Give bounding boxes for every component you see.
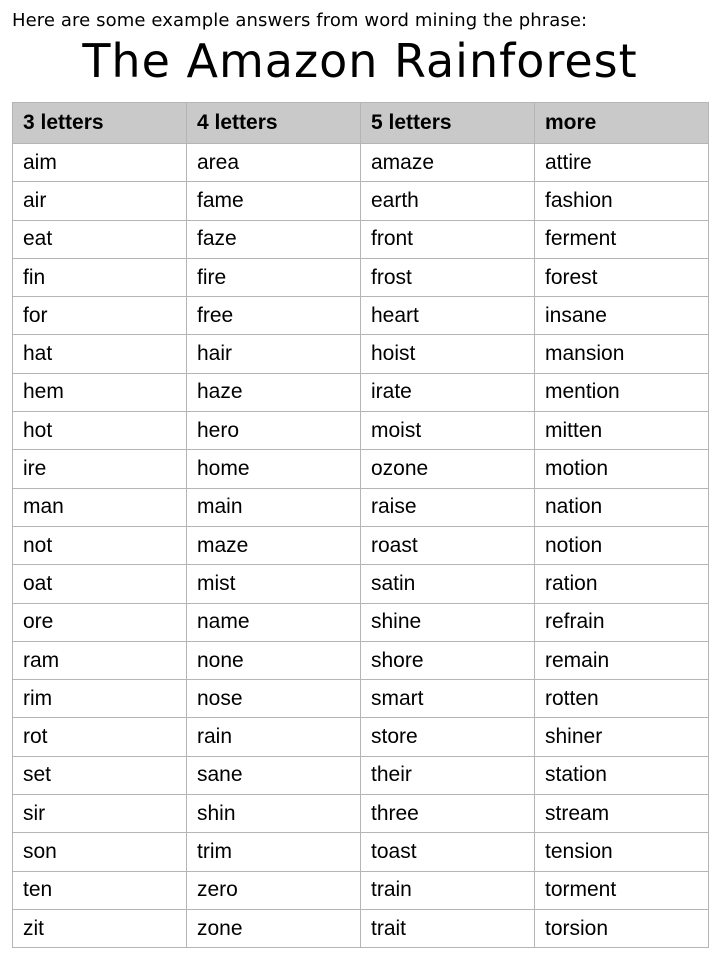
word-3-letters-cell: aim xyxy=(13,144,187,182)
word-4-letters-cell: maze xyxy=(187,526,361,564)
column-header-5-letters: 5 letters xyxy=(361,103,535,144)
word-4-letters-cell: home xyxy=(187,450,361,488)
word-3-letters-cell: hot xyxy=(13,412,187,450)
word-5-letters-cell: satin xyxy=(361,565,535,603)
word-more-cell: motion xyxy=(535,450,709,488)
word-4-letters-cell: nose xyxy=(187,680,361,718)
word-4-letters-cell: trim xyxy=(187,833,361,871)
column-header-4-letters: 4 letters xyxy=(187,103,361,144)
word-more-cell: attire xyxy=(535,144,709,182)
word-5-letters-cell: ozone xyxy=(361,450,535,488)
word-3-letters-cell: ire xyxy=(13,450,187,488)
word-more-cell: rotten xyxy=(535,680,709,718)
column-header-more: more xyxy=(535,103,709,144)
table-row xyxy=(13,680,709,718)
word-3-letters-cell: oat xyxy=(13,565,187,603)
word-3-letters-cell: zit xyxy=(13,909,187,947)
table-row xyxy=(13,756,709,794)
table-row xyxy=(13,871,709,909)
word-4-letters-cell: none xyxy=(187,641,361,679)
word-more-cell: forest xyxy=(535,258,709,296)
table-row xyxy=(13,833,709,871)
word-5-letters-cell: their xyxy=(361,756,535,794)
word-4-letters-cell: sane xyxy=(187,756,361,794)
word-more-cell: stream xyxy=(535,795,709,833)
word-5-letters-cell: trait xyxy=(361,909,535,947)
table-row xyxy=(13,565,709,603)
word-more-cell: nation xyxy=(535,488,709,526)
table-row xyxy=(13,488,709,526)
word-4-letters-cell: fame xyxy=(187,182,361,220)
table-row xyxy=(13,718,709,756)
word-4-letters-cell: faze xyxy=(187,220,361,258)
word-more-cell: mention xyxy=(535,373,709,411)
word-more-cell: tension xyxy=(535,833,709,871)
word-3-letters-cell: eat xyxy=(13,220,187,258)
word-3-letters-cell: ten xyxy=(13,871,187,909)
word-5-letters-cell: moist xyxy=(361,412,535,450)
word-more-cell: torsion xyxy=(535,909,709,947)
table-row xyxy=(13,603,709,641)
table-row xyxy=(13,144,709,182)
word-5-letters-cell: smart xyxy=(361,680,535,718)
table-row xyxy=(13,258,709,296)
word-4-letters-cell: mist xyxy=(187,565,361,603)
word-4-letters-cell: hero xyxy=(187,412,361,450)
word-5-letters-cell: hoist xyxy=(361,335,535,373)
table-row xyxy=(13,297,709,335)
word-4-letters-cell: hair xyxy=(187,335,361,373)
word-4-letters-cell: main xyxy=(187,488,361,526)
table-header-row xyxy=(13,103,709,144)
table-row xyxy=(13,335,709,373)
table-row xyxy=(13,526,709,564)
word-3-letters-cell: air xyxy=(13,182,187,220)
table-row xyxy=(13,373,709,411)
word-more-cell: mitten xyxy=(535,412,709,450)
word-5-letters-cell: frost xyxy=(361,258,535,296)
table-row xyxy=(13,412,709,450)
word-3-letters-cell: rot xyxy=(13,718,187,756)
table-row xyxy=(13,450,709,488)
word-4-letters-cell: free xyxy=(187,297,361,335)
word-3-letters-cell: sir xyxy=(13,795,187,833)
word-table xyxy=(12,102,709,948)
page-title: The Amazon Rainforest xyxy=(82,34,638,88)
word-more-cell: torment xyxy=(535,871,709,909)
word-4-letters-cell: area xyxy=(187,144,361,182)
table-row xyxy=(13,182,709,220)
word-5-letters-cell: toast xyxy=(361,833,535,871)
intro-text: Here are some example answers from word mining the phrase: xyxy=(12,10,588,31)
word-more-cell: insane xyxy=(535,297,709,335)
word-4-letters-cell: rain xyxy=(187,718,361,756)
word-more-cell: shiner xyxy=(535,718,709,756)
word-5-letters-cell: train xyxy=(361,871,535,909)
word-4-letters-cell: zone xyxy=(187,909,361,947)
word-4-letters-cell: shin xyxy=(187,795,361,833)
word-4-letters-cell: zero xyxy=(187,871,361,909)
word-more-cell: notion xyxy=(535,526,709,564)
word-5-letters-cell: heart xyxy=(361,297,535,335)
word-5-letters-cell: irate xyxy=(361,373,535,411)
word-5-letters-cell: three xyxy=(361,795,535,833)
word-more-cell: remain xyxy=(535,641,709,679)
word-3-letters-cell: for xyxy=(13,297,187,335)
word-3-letters-cell: hat xyxy=(13,335,187,373)
word-more-cell: ferment xyxy=(535,220,709,258)
word-5-letters-cell: shore xyxy=(361,641,535,679)
word-5-letters-cell: store xyxy=(361,718,535,756)
word-5-letters-cell: front xyxy=(361,220,535,258)
word-3-letters-cell: hem xyxy=(13,373,187,411)
word-more-cell: station xyxy=(535,756,709,794)
table-row xyxy=(13,795,709,833)
table-body xyxy=(13,144,709,948)
word-3-letters-cell: set xyxy=(13,756,187,794)
word-4-letters-cell: fire xyxy=(187,258,361,296)
word-3-letters-cell: not xyxy=(13,526,187,564)
word-5-letters-cell: shine xyxy=(361,603,535,641)
word-3-letters-cell: rim xyxy=(13,680,187,718)
word-5-letters-cell: raise xyxy=(361,488,535,526)
word-4-letters-cell: name xyxy=(187,603,361,641)
word-more-cell: mansion xyxy=(535,335,709,373)
word-more-cell: refrain xyxy=(535,603,709,641)
word-4-letters-cell: haze xyxy=(187,373,361,411)
word-3-letters-cell: man xyxy=(13,488,187,526)
word-3-letters-cell: ram xyxy=(13,641,187,679)
word-more-cell: fashion xyxy=(535,182,709,220)
word-3-letters-cell: fin xyxy=(13,258,187,296)
word-3-letters-cell: son xyxy=(13,833,187,871)
table-row xyxy=(13,909,709,947)
word-5-letters-cell: earth xyxy=(361,182,535,220)
word-more-cell: ration xyxy=(535,565,709,603)
table-row xyxy=(13,641,709,679)
column-header-3-letters: 3 letters xyxy=(13,103,187,144)
word-5-letters-cell: roast xyxy=(361,526,535,564)
table-row xyxy=(13,220,709,258)
word-5-letters-cell: amaze xyxy=(361,144,535,182)
word-3-letters-cell: ore xyxy=(13,603,187,641)
